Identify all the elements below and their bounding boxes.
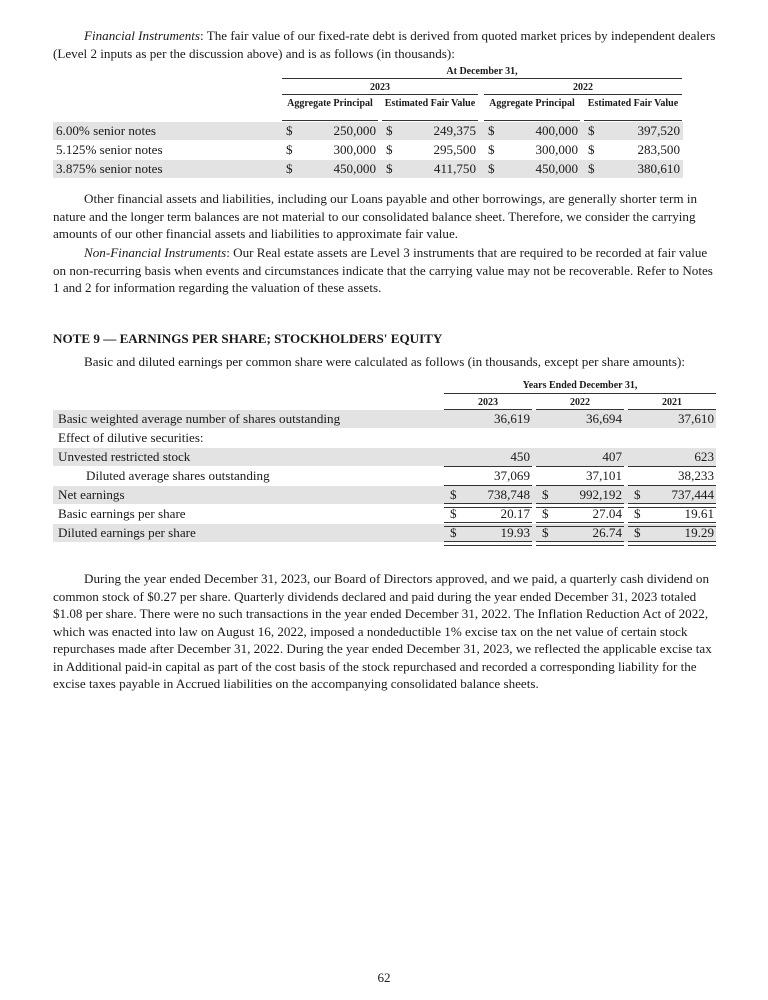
eps-row-label: Diluted average shares outstanding [86,468,270,483]
fv-row-label: 5.125% senior notes [56,142,163,157]
eps-currency: $ [634,506,641,521]
non-financial-paragraph [53,244,717,297]
fv-year-2023: 2023 [370,82,390,93]
fv-row-label: 6.00% senior notes [56,123,157,138]
eps-super-header-rule [444,393,716,394]
fv-col-rule-2 [484,120,580,121]
eps-value: 19.29 [684,525,714,540]
eps-value: 36,694 [585,411,622,426]
eps-row-label: Net earnings [58,487,125,502]
eps-value: 20.17 [500,506,530,521]
fv-currency: $ [588,161,595,176]
eps-double-rule [536,503,624,508]
fv-value: 380,610 [637,161,680,176]
fv-value: 250,000 [333,123,376,138]
fv-col-header-2: Aggregate Principal [489,98,575,109]
fv-col-header-3: Estimated Fair Value [587,98,679,109]
eps-double-rule [444,541,532,546]
fv-currency: $ [588,123,595,138]
eps-value: 738,748 [487,487,530,502]
eps-row-label: Basic earnings per share [58,506,186,521]
eps-double-rule [628,522,716,527]
eps-currency: $ [542,525,549,540]
eps-currency: $ [450,525,457,540]
fv-super-header-rule [282,78,682,79]
fv-value: 300,000 [535,142,578,157]
fv-value: 295,500 [433,142,476,157]
fv-value: 300,000 [333,142,376,157]
fv-value: 397,520 [637,123,680,138]
fv-value: 249,375 [433,123,476,138]
fair-value-intro-paragraph [53,27,717,62]
eps-subtotal-rule [536,466,624,467]
eps-double-rule [444,522,532,527]
fv-value: 400,000 [535,123,578,138]
page-number: 62 [377,970,391,985]
eps-value: 37,610 [677,411,714,426]
eps-value: 19.61 [684,506,714,521]
fv-currency: $ [488,123,495,138]
dividend-paragraph: During the year ended December 31, 2023, our Board of Directors approved, and we paid, a quarterly cash dividend on common stock of $0.27 per share. Quarterly dividends declared and paid during the year ended December 31, 2023 totaled $1.08 per share. There were no such transactions in the year ended December 31, 2022. The Inflation Reduction Act of 2022, which was enacted into law on August 16, 2022, imposed a nondeductible 1% excise tax on the net value of certain stock repurchases made after December 31, 2022. During the year ended December 31, 2023, we reflected the applicable excise tax in Additional paid-in capital as part of the cost basis of the stock repurchased and recorded a corresponding liability for the excise taxes payable in Accrued liabilities on the accompanying consolidated balance sheets. [53,571,712,691]
eps-super-header: Years Ended December 31, [522,380,638,391]
eps-currency: $ [634,487,641,502]
eps-value: 27.04 [592,506,622,521]
fv-currency: $ [488,142,495,157]
eps-currency: $ [634,525,641,540]
fv-currency: $ [488,161,495,176]
fair-value-intro-text: : The fair value of our fixed-rate debt is derived from quoted market prices by independent dealers (Level 2 inputs as per the discussion above) and is as follows (in thousands): [53,28,716,61]
eps-double-rule [628,503,716,508]
eps-double-rule [536,541,624,546]
eps-value: 450 [510,449,530,464]
eps-value: 36,619 [493,411,530,426]
eps-value: 623 [694,449,714,464]
eps-double-rule [444,503,532,508]
eps-value: 737,444 [671,487,714,502]
fv-col-header-1: Estimated Fair Value [384,98,476,109]
fv-currency: $ [386,123,393,138]
fv-currency: $ [386,142,393,157]
fv-col-rule-0 [282,120,378,121]
eps-total-rule [444,485,532,486]
eps-year-2022: 2022 [570,397,590,408]
fv-currency: $ [286,142,293,157]
eps-year-2021: 2021 [662,397,682,408]
eps-currency: $ [542,506,549,521]
fv-currency: $ [286,123,293,138]
fv-value: 411,750 [433,161,476,176]
eps-row-label: Unvested restricted stock [58,449,191,464]
fv-super-header: At December 31, [446,66,518,77]
fv-col-header-0: Aggregate Principal [287,98,373,109]
eps-year-2023: 2023 [478,397,498,408]
eps-row-label: Diluted earnings per share [58,525,196,540]
non-financial-text: : Our Real estate assets are Level 3 instruments that are required to be recorded at fair value on non-recurring basis when events and circumstances indicate that the carrying value may not be recoverable. Refer to Notes 1 and 2 for information regarding the valuation of these assets. [53,245,713,295]
eps-double-rule [628,541,716,546]
fv-currency: $ [286,161,293,176]
eps-currency: $ [450,487,457,502]
non-financial-instruments-label: Non-Financial Instruments [84,245,227,260]
note9-intro: Basic and diluted earnings per common share were calculated as follows (in thousands, except per share amounts): [84,354,686,369]
fv-year-2023-rule [282,94,478,95]
eps-subtotal-rule [444,466,532,467]
eps-row-label: Effect of dilutive securities: [58,430,204,445]
eps-value: 37,069 [493,468,530,483]
eps-value: 407 [602,449,622,464]
eps-currency: $ [542,487,549,502]
fv-value: 450,000 [333,161,376,176]
eps-value: 992,192 [579,487,622,502]
eps-value: 19.93 [500,525,530,540]
eps-total-rule [628,485,716,486]
fv-year-2022-rule [484,94,682,95]
financial-instruments-label: Financial Instruments [84,28,201,43]
eps-value: 26.74 [592,525,622,540]
fv-col-rule-3 [584,120,682,121]
other-financial-assets-paragraph: Other financial assets and liabilities, including our Loans payable and other borrowings, are generally shorter term in nature and the longer term balances are not material to our consolidated balance sheet. Therefore, we consider the carrying amounts of our other financial assets and liabilities to approximate fair value. [53,191,698,241]
fv-col-rule-1 [382,120,478,121]
fv-value: 283,500 [637,142,680,157]
fv-year-2022: 2022 [573,82,593,93]
fv-row-label: 3.875% senior notes [56,161,163,176]
eps-subtotal-rule [628,466,716,467]
fv-currency: $ [588,142,595,157]
eps-row-label: Basic weighted average number of shares outstanding [58,411,341,426]
eps-value: 37,101 [585,468,622,483]
fv-value: 450,000 [535,161,578,176]
eps-currency: $ [450,506,457,521]
fv-currency: $ [386,161,393,176]
note9-heading: NOTE 9 — EARNINGS PER SHARE; STOCKHOLDERS' EQUITY [53,331,443,346]
eps-total-rule [536,485,624,486]
eps-double-rule [536,522,624,527]
eps-value: 38,233 [677,468,714,483]
